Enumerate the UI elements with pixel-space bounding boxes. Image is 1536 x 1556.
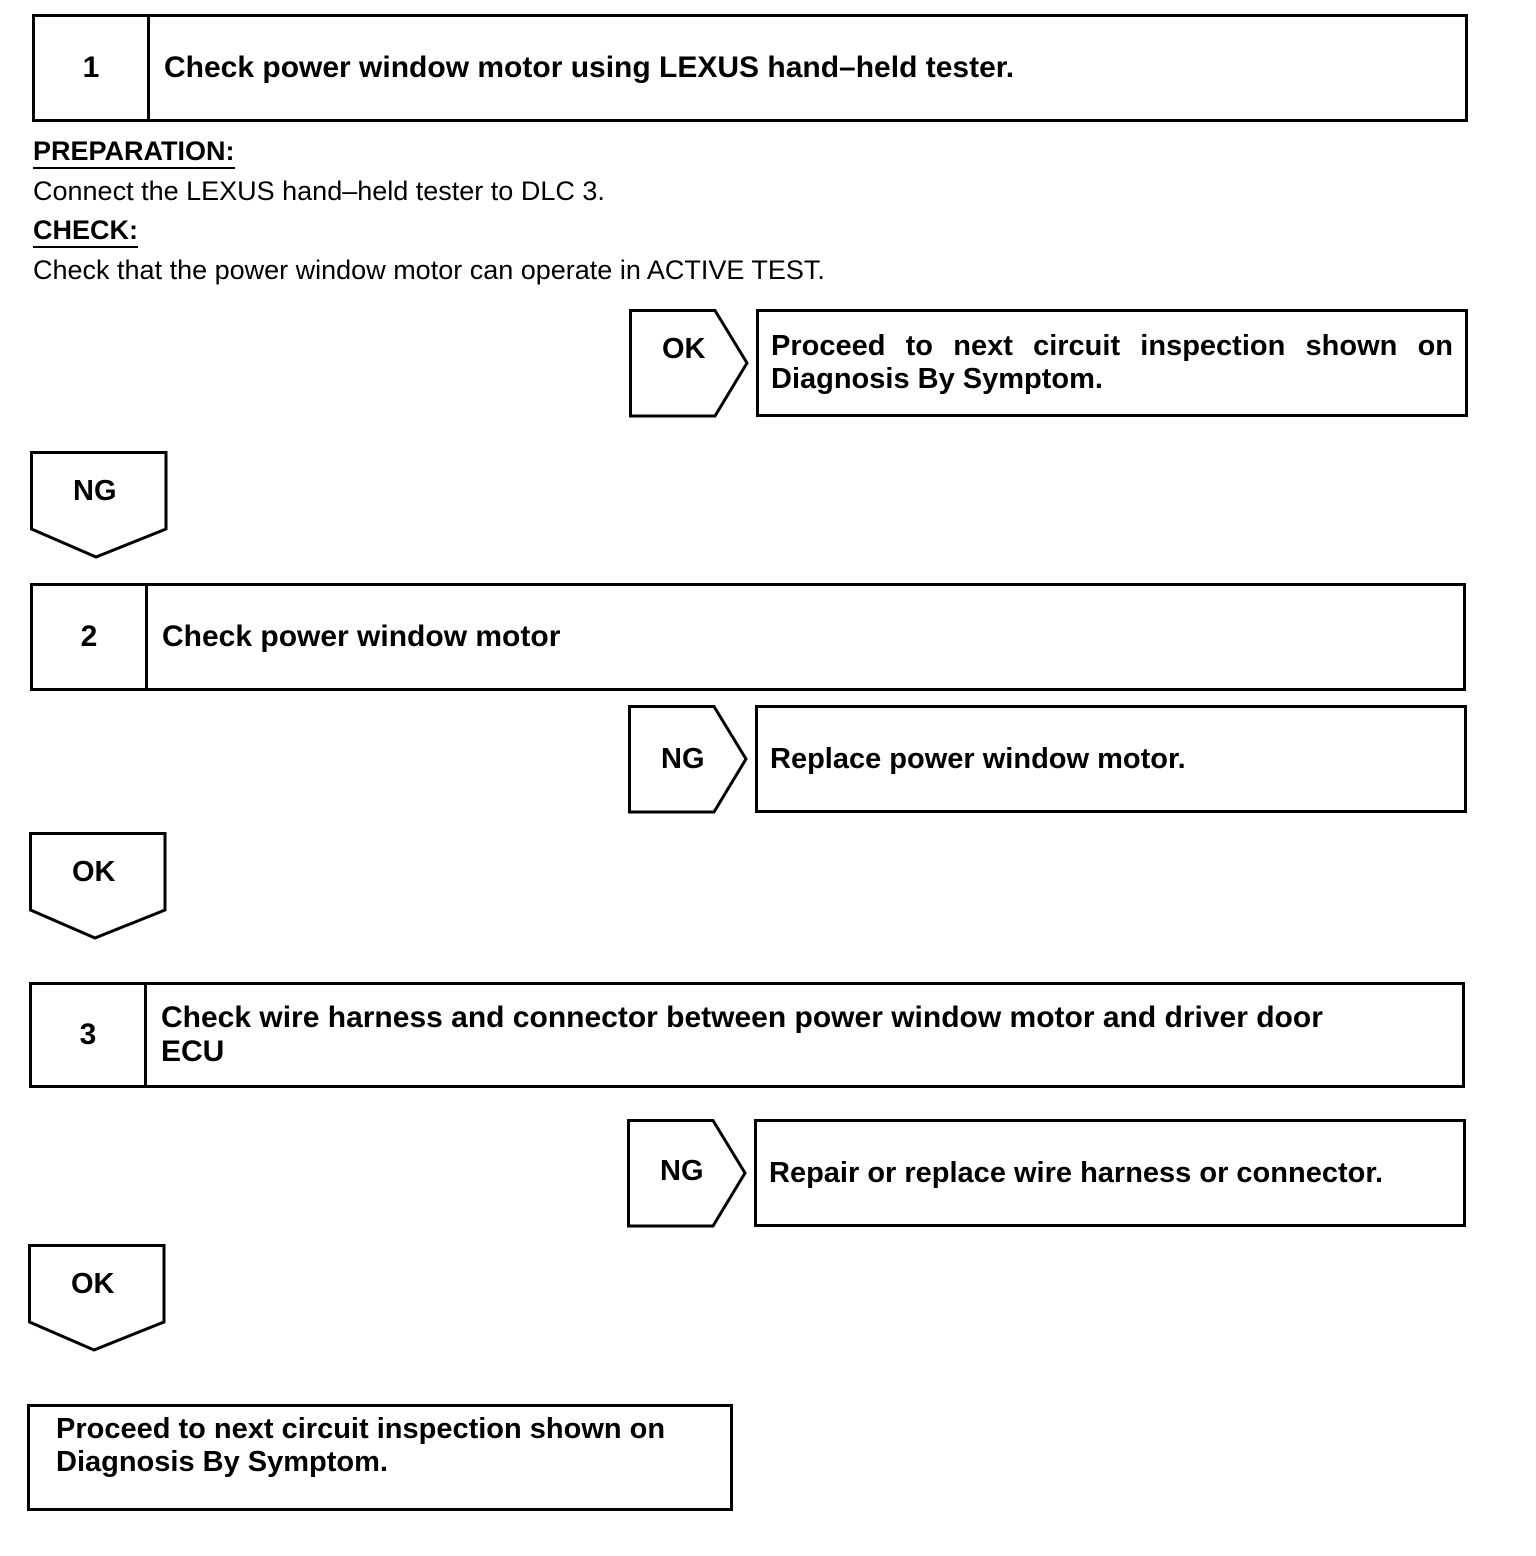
step-3-ok-arrow xyxy=(28,1244,166,1352)
branch-label: NG xyxy=(661,743,705,775)
step-1-number: 1 xyxy=(35,17,150,119)
branch-label: NG xyxy=(660,1155,704,1187)
step-2-ok-arrow xyxy=(29,832,167,940)
step-3-box xyxy=(29,982,1465,1088)
step-1-ok-arrow xyxy=(629,309,751,419)
step-3-number: 3 xyxy=(32,985,147,1085)
step-3-title: Check wire harness and connector between power window motor and driver door ECU xyxy=(161,1001,1323,1068)
step-1-box xyxy=(32,14,1468,122)
branch-label: OK xyxy=(72,856,116,888)
step-1-ok-result: Proceed to next circuit inspection shown on Diagnosis By Symptom. xyxy=(756,309,1468,417)
final-result-text: Proceed to next circuit inspection shown on Diagnosis By Symptom. xyxy=(56,1413,666,1478)
step-3-ng-result: Repair or replace wire harness or connector. xyxy=(754,1119,1466,1227)
branch-label: OK xyxy=(71,1268,115,1300)
step-1-title: Check power window motor using LEXUS hand–held tester. xyxy=(164,51,1015,84)
step-2-title: Check power window motor xyxy=(162,620,561,653)
preparation-heading: PREPARATION: xyxy=(33,136,235,167)
step-2-ng-arrow xyxy=(628,705,750,815)
check-heading: CHECK: xyxy=(33,215,138,246)
step-2-number: 2 xyxy=(33,586,148,688)
step-3-ng-arrow xyxy=(627,1119,749,1229)
step-2-ng-result: Replace power window motor. xyxy=(755,705,1467,813)
final-result-box xyxy=(27,1404,733,1511)
branch-label: NG xyxy=(73,475,117,507)
step-2-box xyxy=(30,583,1466,691)
preparation-text: Connect the LEXUS hand–held tester to DLC 3. xyxy=(33,176,605,206)
branch-label: OK xyxy=(662,333,706,365)
check-text: Check that the power window motor can operate in ACTIVE TEST. xyxy=(33,255,825,285)
step-1-ng-arrow xyxy=(30,451,168,559)
